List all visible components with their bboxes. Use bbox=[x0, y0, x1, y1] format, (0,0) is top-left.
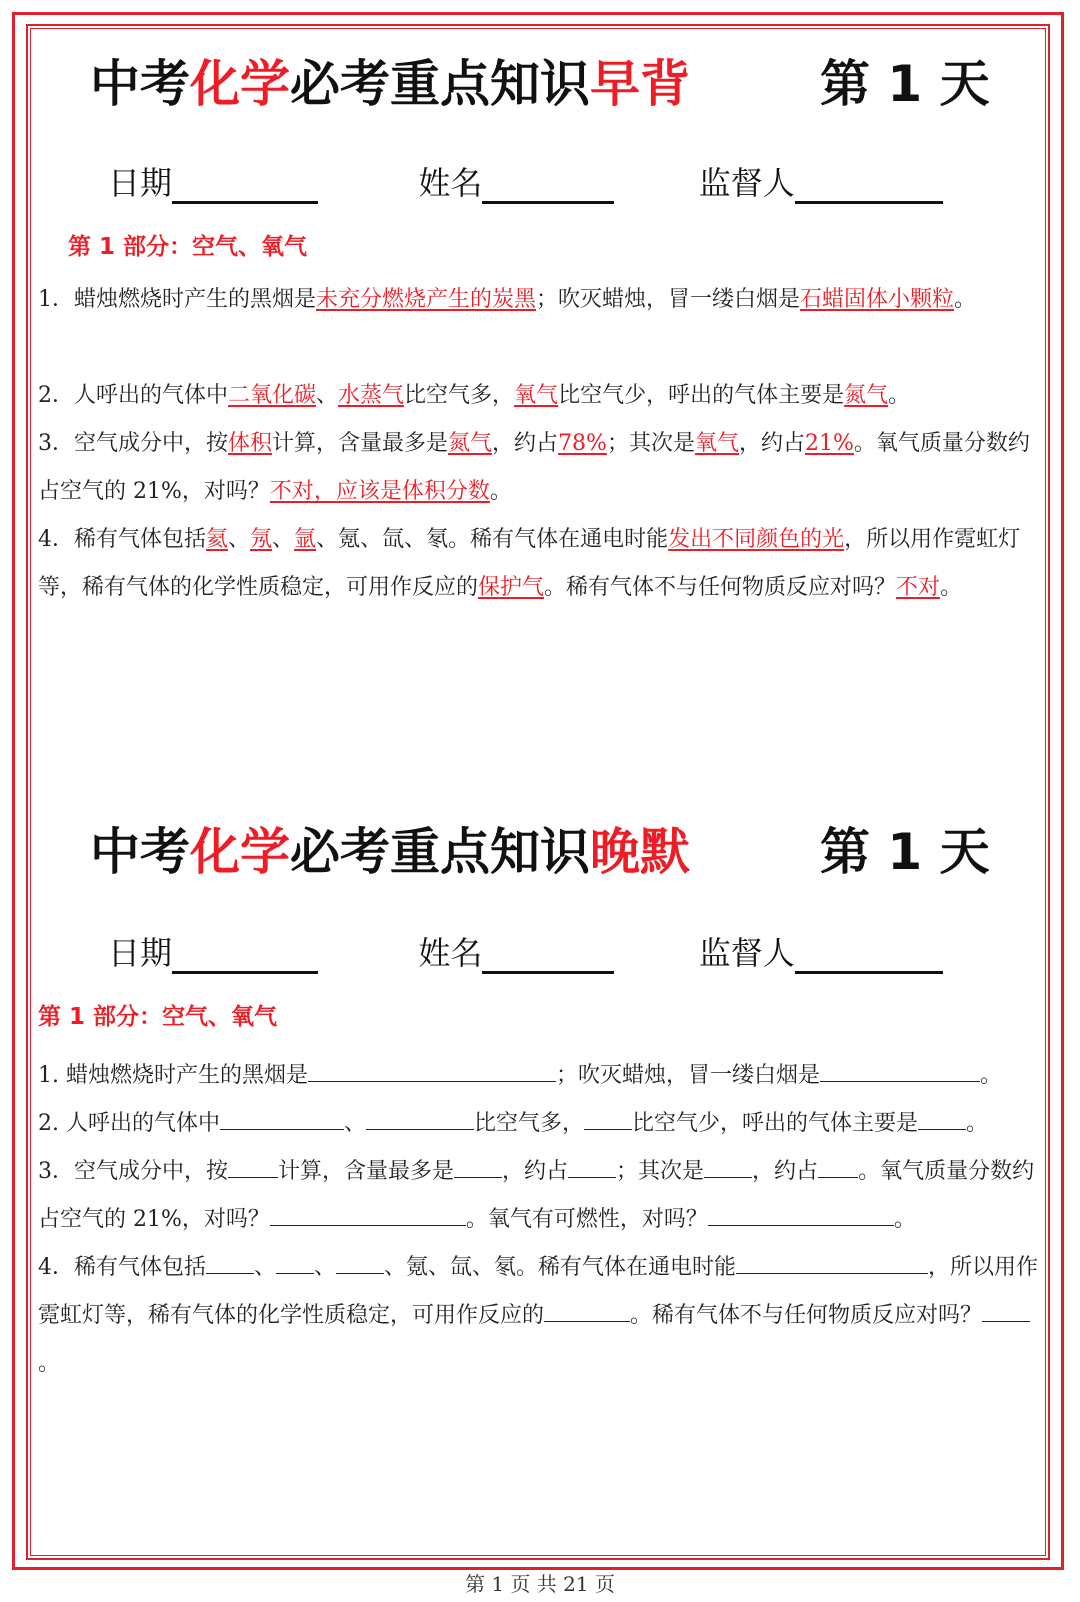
answer-blank[interactable] bbox=[918, 1107, 966, 1130]
answer-blank[interactable] bbox=[736, 1251, 928, 1274]
question-text: 。 bbox=[954, 287, 977, 312]
question-text: 比空气少，呼出的气体主要是 bbox=[632, 1111, 919, 1136]
question-text: 。 bbox=[38, 1351, 61, 1376]
answer-text: 石蜡固体小颗粒 bbox=[800, 287, 955, 312]
answer-blank[interactable] bbox=[568, 1155, 616, 1178]
question-text: 比空气少，呼出的气体主要是 bbox=[558, 383, 845, 408]
question-text: ；其次是 bbox=[616, 1159, 705, 1184]
question-text: 1．蜡烛燃烧时产生的黑烟是 bbox=[38, 287, 316, 312]
name-label: 姓名 bbox=[418, 164, 483, 202]
question-text: ；吹灭蜡烛，冒一缕白烟是 bbox=[536, 287, 801, 312]
answer-blank[interactable] bbox=[336, 1251, 384, 1274]
date-blank[interactable] bbox=[172, 941, 318, 974]
answer-blank[interactable] bbox=[454, 1155, 502, 1178]
quiz-question-4 bbox=[38, 1244, 1048, 1388]
question-text: ，约占 bbox=[492, 431, 559, 456]
answer-text: 78% bbox=[558, 431, 607, 456]
name-blank[interactable] bbox=[482, 171, 614, 204]
answer-text: 水蒸气 bbox=[338, 383, 405, 408]
question-1 bbox=[38, 276, 1048, 324]
section-heading: 第 1 部分：空气、氧气 bbox=[38, 1004, 278, 1030]
question-text: 。稀有气体不与任何物质反应对吗？ bbox=[630, 1303, 983, 1328]
question-text: 、 bbox=[272, 527, 295, 552]
answer-text: 氧气 bbox=[514, 383, 559, 408]
morning-title bbox=[90, 44, 990, 114]
question-text: 比空气多， bbox=[474, 1111, 585, 1136]
title-text: 中考 bbox=[90, 55, 190, 113]
answer-blank[interactable] bbox=[818, 1155, 858, 1178]
date-label: 日期 bbox=[108, 934, 173, 972]
question-text: ，约占 bbox=[739, 431, 806, 456]
question-text: ，所以用作霓虹灯等，稀有气体的化学性质稳定，可用作反应的 bbox=[38, 1255, 1039, 1328]
answer-blank[interactable] bbox=[220, 1107, 344, 1130]
answer-text: 氩 bbox=[294, 527, 317, 552]
question-text: 。氧气有可燃性，对吗？ bbox=[465, 1207, 708, 1232]
quiz-question-1 bbox=[38, 1052, 1048, 1100]
question-text: ；吹灭蜡烛，冒一缕白烟是 bbox=[555, 1063, 820, 1088]
answer-text: 二氧化碳 bbox=[228, 383, 317, 408]
answer-text: 发出不同颜色的光 bbox=[668, 527, 845, 552]
title-red-text: 早背 bbox=[590, 55, 690, 113]
question-2 bbox=[38, 372, 1048, 420]
answer-text: 氮气 bbox=[844, 383, 889, 408]
answer-text: 氖 bbox=[250, 527, 273, 552]
answer-blank[interactable] bbox=[982, 1299, 1030, 1322]
date-blank[interactable] bbox=[172, 171, 318, 204]
title-text: 中考 bbox=[90, 823, 190, 881]
answer-blank[interactable] bbox=[228, 1155, 278, 1178]
question-text: 。 bbox=[966, 1111, 989, 1136]
morning-info-row bbox=[108, 158, 943, 208]
day-label: 第 1 天 bbox=[820, 823, 990, 881]
title-text: 必考重点知识 bbox=[290, 55, 590, 113]
question-text: 3．空气成分中，按 bbox=[38, 431, 228, 456]
question-text: 。氧气质量分数约占空气的 21%，对吗？ bbox=[38, 1159, 1035, 1232]
question-text: 、 bbox=[343, 1111, 366, 1136]
question-text: 、 bbox=[314, 1255, 337, 1280]
question-text: 4．稀有气体包括 bbox=[38, 527, 206, 552]
question-text: 、氪、氙、氡。稀有气体在通电时能 bbox=[316, 527, 669, 552]
answer-text: 氧气 bbox=[694, 431, 739, 456]
answer-text: 氮气 bbox=[448, 431, 493, 456]
name-label: 姓名 bbox=[418, 934, 483, 972]
supervisor-label: 监督人 bbox=[698, 164, 795, 202]
answer-blank[interactable] bbox=[708, 1203, 894, 1226]
name-blank[interactable] bbox=[482, 941, 614, 974]
question-text: 、氪、氙、氡。稀有气体在通电时能 bbox=[384, 1255, 737, 1280]
answer-blank[interactable] bbox=[544, 1299, 630, 1322]
question-text: 。 bbox=[888, 383, 911, 408]
answer-blank[interactable] bbox=[276, 1251, 314, 1274]
question-4 bbox=[38, 516, 1048, 612]
question-text: 比空气多， bbox=[404, 383, 515, 408]
title-red-text: 晚默 bbox=[590, 823, 690, 881]
section-heading: 第 1 部分：空气、氧气 bbox=[68, 234, 308, 260]
answer-blank[interactable] bbox=[704, 1155, 752, 1178]
answer-text: 保护气 bbox=[478, 575, 545, 600]
answer-blank[interactable] bbox=[366, 1107, 474, 1130]
question-text: 、 bbox=[316, 383, 339, 408]
quiz-question-2 bbox=[38, 1100, 1048, 1148]
question-text: 。 bbox=[893, 1207, 916, 1232]
date-label: 日期 bbox=[108, 164, 173, 202]
answer-blank[interactable] bbox=[584, 1107, 632, 1130]
answer-text: 21% bbox=[805, 431, 854, 456]
answer-blank[interactable] bbox=[308, 1059, 556, 1082]
answer-text: 不对，应该是体积分数 bbox=[269, 479, 490, 504]
question-text: 。 bbox=[940, 575, 963, 600]
question-text: 1. 蜡烛燃烧时产生的黑烟是 bbox=[38, 1063, 308, 1088]
question-3 bbox=[38, 420, 1048, 516]
quiz-question-3 bbox=[38, 1148, 1048, 1244]
evening-info-row bbox=[108, 928, 943, 978]
supervisor-blank[interactable] bbox=[795, 171, 943, 204]
supervisor-label: 监督人 bbox=[698, 934, 795, 972]
question-text: 2. 人呼出的气体中 bbox=[38, 1111, 220, 1136]
question-text: 。 bbox=[980, 1063, 1003, 1088]
question-text: 计算，含量最多是 bbox=[272, 431, 449, 456]
page-footer: 第 1 页 共 21 页 bbox=[465, 1572, 615, 1596]
question-text: ，约占 bbox=[502, 1159, 569, 1184]
question-text: 、 bbox=[228, 527, 251, 552]
day-label: 第 1 天 bbox=[820, 55, 990, 113]
answer-blank[interactable] bbox=[820, 1059, 980, 1082]
answer-blank[interactable] bbox=[206, 1251, 254, 1274]
question-text: 、 bbox=[254, 1255, 277, 1280]
title-red-text: 化学 bbox=[190, 55, 290, 113]
question-text: 2．人呼出的气体中 bbox=[38, 383, 228, 408]
question-text: ，所以用作霓虹灯等，稀有气体的化学性质稳定，可用作反应的 bbox=[38, 527, 1021, 600]
question-text: 4．稀有气体包括 bbox=[38, 1255, 206, 1280]
question-text: ；其次是 bbox=[606, 431, 695, 456]
question-text: 。氧气质量分数约占空气的 21%，对吗？ bbox=[38, 431, 1030, 504]
title-red-text: 化学 bbox=[190, 823, 290, 881]
answer-text: 体积 bbox=[228, 431, 273, 456]
question-text: 。 bbox=[489, 479, 512, 504]
question-text: ，约占 bbox=[752, 1159, 819, 1184]
question-text: 计算，含量最多是 bbox=[278, 1159, 455, 1184]
supervisor-blank[interactable] bbox=[795, 941, 943, 974]
evening-title bbox=[90, 812, 990, 882]
answer-text: 氦 bbox=[206, 527, 229, 552]
question-text: 。稀有气体不与任何物质反应对吗？ bbox=[544, 575, 897, 600]
answer-blank[interactable] bbox=[270, 1203, 466, 1226]
answer-text: 未充分燃烧产生的炭黑 bbox=[316, 287, 537, 312]
question-text: 3．空气成分中，按 bbox=[38, 1159, 228, 1184]
answer-text: 不对 bbox=[896, 575, 941, 600]
title-text: 必考重点知识 bbox=[290, 823, 590, 881]
